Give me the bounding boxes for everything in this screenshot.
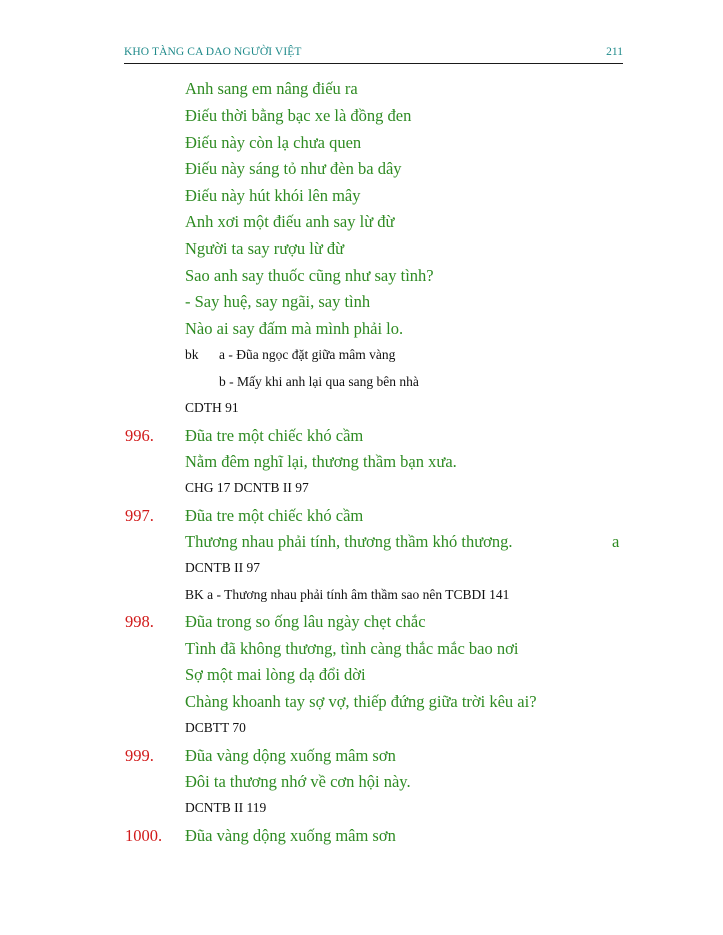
- verse-line: Điếu này sáng tỏ như đèn ba dây: [185, 159, 402, 178]
- verse-line: Điếu thời bằng bạc xe là đồng đen: [185, 106, 412, 125]
- entry-number: 997.: [125, 506, 154, 525]
- source-citation: DCBTT 70: [185, 720, 246, 735]
- verse-line: Tình đã không thương, tình càng thắc mắc bao nơi: [185, 639, 519, 658]
- source-citation: CDTH 91: [185, 400, 239, 415]
- verse-line: Người ta say rượu lừ đừ: [185, 239, 345, 258]
- verse-line: Đũa tre một chiếc khó cầm: [185, 426, 364, 445]
- verse-line: Đũa vàng dộng xuống mâm sơn: [185, 746, 396, 765]
- verse-line: Sợ một mai lòng dạ đổi dời: [185, 665, 366, 684]
- verse-line: Nằm đêm nghĩ lại, thương thầm bạn xưa.: [185, 452, 457, 471]
- verse-line: Sao anh say thuốc cũng như say tình?: [185, 266, 434, 285]
- verse-line: Anh sang em nâng điếu ra: [185, 79, 358, 98]
- source-citation: DCNTB II 119: [185, 800, 267, 815]
- verse-line: Thương nhau phải tính, thương thầm khó thương.: [185, 532, 513, 551]
- entry-number: 998.: [125, 612, 154, 631]
- variant-line: a - Đũa ngọc đặt giữa mâm vàng: [219, 347, 396, 362]
- verse-line: - Say huệ, say ngãi, say tình: [185, 292, 371, 311]
- verse-line: Chàng khoanh tay sợ vợ, thiếp đứng giữa trời kêu ai?: [185, 692, 537, 711]
- variant-label: bk: [185, 347, 199, 362]
- verse-line: Đũa trong so ống lâu ngày chẹt chắc: [185, 612, 426, 631]
- verse-line: Điếu này hút khói lên mây: [185, 186, 361, 205]
- verse-line: Đũa vàng dộng xuống mâm sơn: [185, 826, 396, 845]
- book-title: KHO TÀNG CA DAO NGƯỜI VIỆT: [124, 46, 302, 58]
- running-header: [124, 44, 623, 64]
- verse-line: Điếu này còn lạ chưa quen: [185, 133, 362, 152]
- entry-number: 996.: [125, 426, 154, 445]
- variant-marker: a: [612, 532, 620, 551]
- entry-number: 1000.: [125, 826, 163, 845]
- source-citation: DCNTB II 97: [185, 560, 260, 575]
- source-citation: CHG 17 DCNTB II 97: [185, 480, 309, 495]
- page-number: 211: [606, 46, 623, 58]
- verse-line: Anh xơi một điếu anh say lừ đừ: [185, 212, 395, 231]
- verse-line: Đôi ta thương nhớ về cơn hội này.: [185, 772, 411, 791]
- variant-line: b - Mấy khi anh lại qua sang bên nhà: [219, 374, 419, 389]
- entry-number: 999.: [125, 746, 154, 765]
- verse-line: Nào ai say đấm mà mình phải lo.: [185, 319, 404, 338]
- verse-line: Đũa tre một chiếc khó cầm: [185, 506, 364, 525]
- variant-note: BK a - Thương nhau phải tính âm thầm sao nên TCBDI 141: [185, 587, 510, 602]
